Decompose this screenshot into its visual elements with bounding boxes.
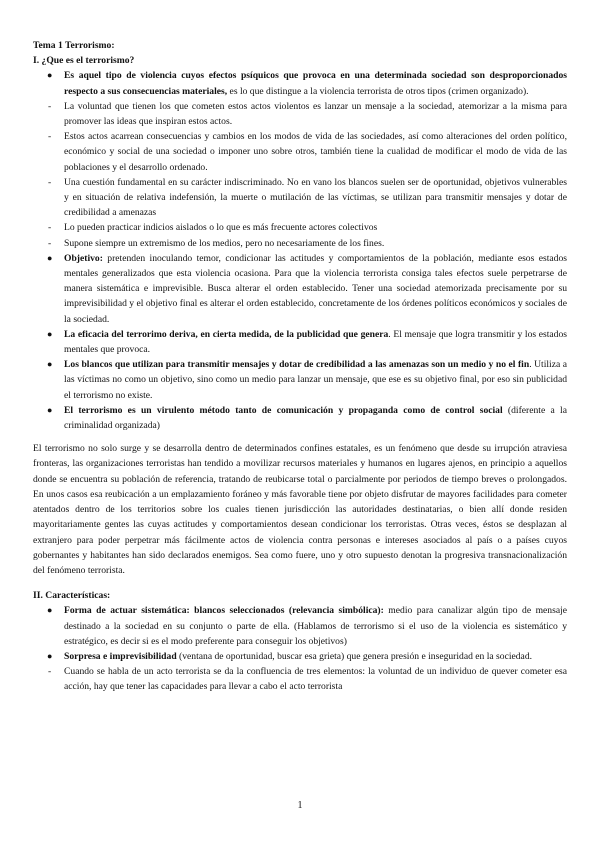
list-item [33, 129, 567, 175]
item-text: Una cuestión fundamental en su carácter indiscriminado. No en vano los blancos suelen ser de oportunidad, objetivos vulnerables y en situación de relativa indefensión, la muerte o mutilación de las víctimas, se utilizan para transmitir mensajes y dotar de credibilidad a amenazas [64, 176, 567, 219]
list-item [33, 664, 567, 694]
bullet-marker: ● [47, 359, 53, 370]
item-text: Cuando se habla de un acto terrorista se da la confluencia de tres elementos: la voluntad de un individuo de quever cometer esa acción, hay que tener las capacidades para llevar a cabo el acto terrorista [64, 666, 567, 693]
dash-marker: - [48, 222, 52, 234]
dash-marker: - [48, 666, 52, 678]
bullet-marker: ● [47, 70, 53, 81]
bullet-marker: ● [47, 605, 53, 616]
item-text: Estos actos acarrean consecuencias y cambios en los modos de vida de las sociedades, así como alteraciones del orden político, económico y social de una sociedad o imponer uno sobre otros, también tiene la cualidad de modificar el modo de vida de las poblaciones y el desarrollo ordenado. [64, 131, 567, 173]
item-text: (ventana de oportunidad, buscar esa grieta) que genera presión e inseguridad en la sociedad. [176, 650, 533, 662]
item-text: Lo pueden practicar indicios aislados o lo que es más frecuente actores colectivos [64, 222, 378, 234]
bullet-marker: ● [47, 650, 53, 661]
item-text: (diferente a la criminalidad organizada) [64, 404, 567, 432]
page-number: 1 [297, 800, 303, 811]
list-item [33, 403, 567, 433]
item-text: . Utiliza a las víctimas no como un objetivo, sino como un medio para lanzar un mensaje, que ese es su objetivo final, por eso sin publicidad el terrorismo no existe. [64, 359, 567, 401]
section-heading-1: I. ¿Que es el terrorismo? [33, 55, 135, 67]
section-2-list [33, 603, 567, 694]
body-paragraph: El terrorismo no solo surge y se desarrolla dentro de determinados confines estatales, es un fenómeno que desde su irrupción atraviesa fronteras, las organizaciones terroristas han tendido a movilizar recursos materiales y humanos en lugares ajenos, en principio a aquellos donde se encuentra su población de referencia, tratando de reubicarse total o parcialmente por periodos de tiempo breves o prolongados. En unos casos esa reubicación a un emplazamiento foráneo y más favorable tiene por objeto disfrutar de mayores facilidades para cometer atentados dentro de los territorios sobre los cuales tienen jurisdicción las autoridades destinatarias, o bien allí donde residen mayoritariamente gentes las cuyas actitudes y comportamientos desean condicionar los terroristas. Otras veces, éstos se desplazan al extranjero para poder perpetrar más fácilmente actos de violencia contra personas e intereses asociados al país o a países cuyos gobernantes y habitantes han sido declarados enemigos. Sea como fuere, uno y otro supuesto denotan la progresiva transnacionalización del fenómeno terrorista. [33, 443, 567, 576]
item-text: pretenden inoculando temor, condicionar las actitudes y comportamientos de la población, mediante esos estados mentales generalizados que esta violencia ocasiona. Para que la violencia terrorista consiga tales efectos suele perpetrarse de manera sistemática e imprevisible. Busca alterar el orden establecido. Tener una sociedad atemorizada precisamente por su imprevisibilidad y el objetivo final es alterar el orden establecido, concretamente de los órdenes políticos económicos y sociales de la sociedad. [64, 252, 567, 325]
list-item [33, 327, 567, 357]
item-bold-text: Forma de actuar sistemática: blancos seleccionados (relevancia simbólica): [64, 605, 384, 617]
list-item [33, 68, 567, 98]
item-text: medio para canalizar algún tipo de mensaje destinado a la sociedad en su conjunto o parte de ella. (Hablamos de terrorismo si el uso de la violencia es sistemático y estratégico, es decir si es el modo preferente para conseguir los objetivos) [64, 605, 567, 647]
document-page [33, 38, 567, 695]
dash-marker: - [48, 176, 52, 188]
list-item [33, 649, 567, 664]
section-heading-2: II. Características: [33, 590, 111, 602]
section-1-list [33, 68, 567, 433]
item-text: . El mensaje que logra transmitir y los estados mentales que provoca. [64, 328, 567, 356]
list-item [33, 99, 567, 129]
list-item [33, 220, 567, 235]
item-bold-text: Es aquel tipo de violencia cuyos efectos psíquicos que provoca en una determinada sociedad son desproporcionados respecto a sus consecuencias materiales, [64, 70, 567, 97]
dash-marker: - [48, 100, 52, 112]
list-item [33, 357, 567, 403]
item-bold-text: Sorpresa e imprevisibilidad [64, 650, 177, 662]
item-bold-text: La eficacia del terrorimo deriva, en cierta medida, de la publicidad que genera [64, 328, 389, 340]
bullet-marker: ● [47, 252, 53, 263]
item-bold-text: Los blancos que utilizan para transmitir mensajes y dotar de credibilidad a las amenazas son un medio y no el fin [64, 359, 530, 371]
item-text: es lo que distingue a la violencia terrorista de otros tipos (crimen organizado). [227, 85, 529, 97]
list-item [33, 175, 567, 221]
item-text: La voluntad que tienen los que cometen estos actos violentos es lanzar un mensaje a la sociedad, atemorizar a la misma para promover las ideas que inspiran estos actos. [64, 100, 567, 128]
item-bold-text: El terrorismo es un virulento método tanto de comunicación y propaganda como de control social [64, 404, 503, 416]
item-bold-text: Objetivo: [64, 252, 103, 264]
item-text: Supone siempre un extremismo de los medios, pero no necesariamente de los fines. [64, 237, 385, 249]
list-item [33, 603, 567, 649]
dash-marker: - [48, 237, 52, 249]
bullet-marker: ● [47, 404, 53, 415]
bullet-marker: ● [47, 328, 53, 339]
dash-marker: - [48, 131, 52, 143]
document-title: Tema 1 Terrorismo: [33, 40, 115, 51]
list-item [33, 236, 567, 251]
list-item [33, 251, 567, 327]
